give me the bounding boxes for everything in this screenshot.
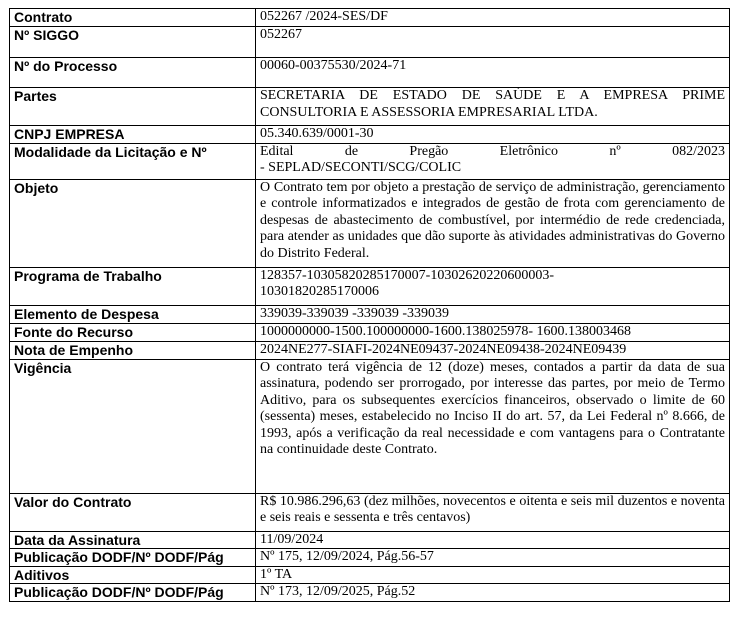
label-aditivos: Aditivos <box>10 566 256 584</box>
row-contrato <box>10 9 730 27</box>
value-programa-line1: 128357-10305820285170007-10302620220600003- <box>260 267 554 283</box>
value-publicacao-2: Nº 173, 12/09/2025, Pág.52 <box>256 584 730 602</box>
row-siggo <box>10 27 730 58</box>
row-processo <box>10 58 730 88</box>
value-publicacao-1: Nº 175, 12/09/2024, Pág.56-57 <box>256 549 730 567</box>
value-fonte: 1000000000-1500.100000000-1600.138025978- 1600.138003468 <box>256 323 730 341</box>
value-cnpj: 05.340.639/0001-30 <box>256 126 730 144</box>
row-publicacao-2 <box>10 584 730 602</box>
contract-summary <box>9 8 730 602</box>
row-fonte <box>10 323 730 341</box>
label-siggo: Nº SIGGO <box>10 27 256 58</box>
value-empenho: 2024NE277-SIAFI-2024NE09437-2024NE09438-2024NE09439 <box>256 341 730 359</box>
label-elemento: Elemento de Despesa <box>10 305 256 323</box>
label-empenho: Nota de Empenho <box>10 341 256 359</box>
row-partes <box>10 88 730 126</box>
row-valor <box>10 493 730 531</box>
label-contrato: Contrato <box>10 9 256 27</box>
row-objeto <box>10 179 730 267</box>
label-fonte: Fonte do Recurso <box>10 323 256 341</box>
value-objeto: O Contrato tem por objeto a prestação de serviço de administração, gerenciamento e controle informatizados e integrados de gestão de frota com gerenciamento de despesas de abastecimento de combustível, por intermédio de rede credenciada, para atender as unidades que dão suporte às atividades administrativas do Governo do Distrito Federal. <box>256 179 730 267</box>
value-modalidade-line1: Edital de Pregão Eletrônico nº 082/2023 <box>260 143 725 159</box>
label-valor: Valor do Contrato <box>10 493 256 531</box>
label-publicacao-1: Publicação DODF/Nº DODF/Pág <box>10 549 256 567</box>
label-objeto: Objeto <box>10 179 256 267</box>
value-contrato: 052267 /2024-SES/DF <box>256 9 730 27</box>
value-processo: 00060-00375530/2024-71 <box>256 58 730 88</box>
value-modalidade <box>256 143 730 179</box>
label-publicacao-2: Publicação DODF/Nº DODF/Pág <box>10 584 256 602</box>
label-data-assinatura: Data da Assinatura <box>10 531 256 549</box>
row-programa <box>10 267 730 305</box>
value-elemento: 339039-339039 -339039 -339039 <box>256 305 730 323</box>
value-vigencia: O contrato terá vigência de 12 (doze) meses, contados a partir da data de sua assinatura, podendo ser prorrogado, por interesse das partes, por meio de Termo Aditivo, para os subsequentes exercícios financeiros, observado o limite de 60 (sessenta) meses, estabelecido no Inciso II do art. 57, da Lei Federal nº 8.666, de 1993, após a verificação da real necessidade e com vantagens para o Contratante na continuidade deste Contrato. <box>256 359 730 493</box>
value-programa <box>256 267 730 305</box>
label-processo: Nº do Processo <box>10 58 256 88</box>
value-modalidade-line2: - SEPLAD/SECONTI/SCG/COLIC <box>260 160 462 175</box>
value-partes: SECRETARIA DE ESTADO DE SAÚDE E A EMPRESA PRIME CONSULTORIA E ASSESSORIA EMPRESARIAL LTDA. <box>256 88 730 126</box>
label-programa: Programa de Trabalho <box>10 267 256 305</box>
row-publicacao-1 <box>10 549 730 567</box>
row-aditivos <box>10 566 730 584</box>
value-programa-line2: 10301820285170006 <box>260 284 379 299</box>
value-siggo: 052267 <box>256 27 730 58</box>
value-valor: R$ 10.986.296,63 (dez milhões, novecentos e oitenta e seis mil duzentos e noventa e seis reais e sessenta e três centavos) <box>256 493 730 531</box>
label-cnpj: CNPJ EMPRESA <box>10 126 256 144</box>
row-data-assinatura <box>10 531 730 549</box>
label-modalidade: Modalidade da Licitação e Nº <box>10 143 256 179</box>
value-aditivos: 1º TA <box>256 566 730 584</box>
row-modalidade <box>10 143 730 179</box>
label-vigencia: Vigência <box>10 359 256 493</box>
value-data-assinatura: 11/09/2024 <box>256 531 730 549</box>
row-vigencia <box>10 359 730 493</box>
label-partes: Partes <box>10 88 256 126</box>
row-elemento <box>10 305 730 323</box>
contract-table <box>9 8 730 602</box>
row-empenho <box>10 341 730 359</box>
row-cnpj <box>10 126 730 144</box>
